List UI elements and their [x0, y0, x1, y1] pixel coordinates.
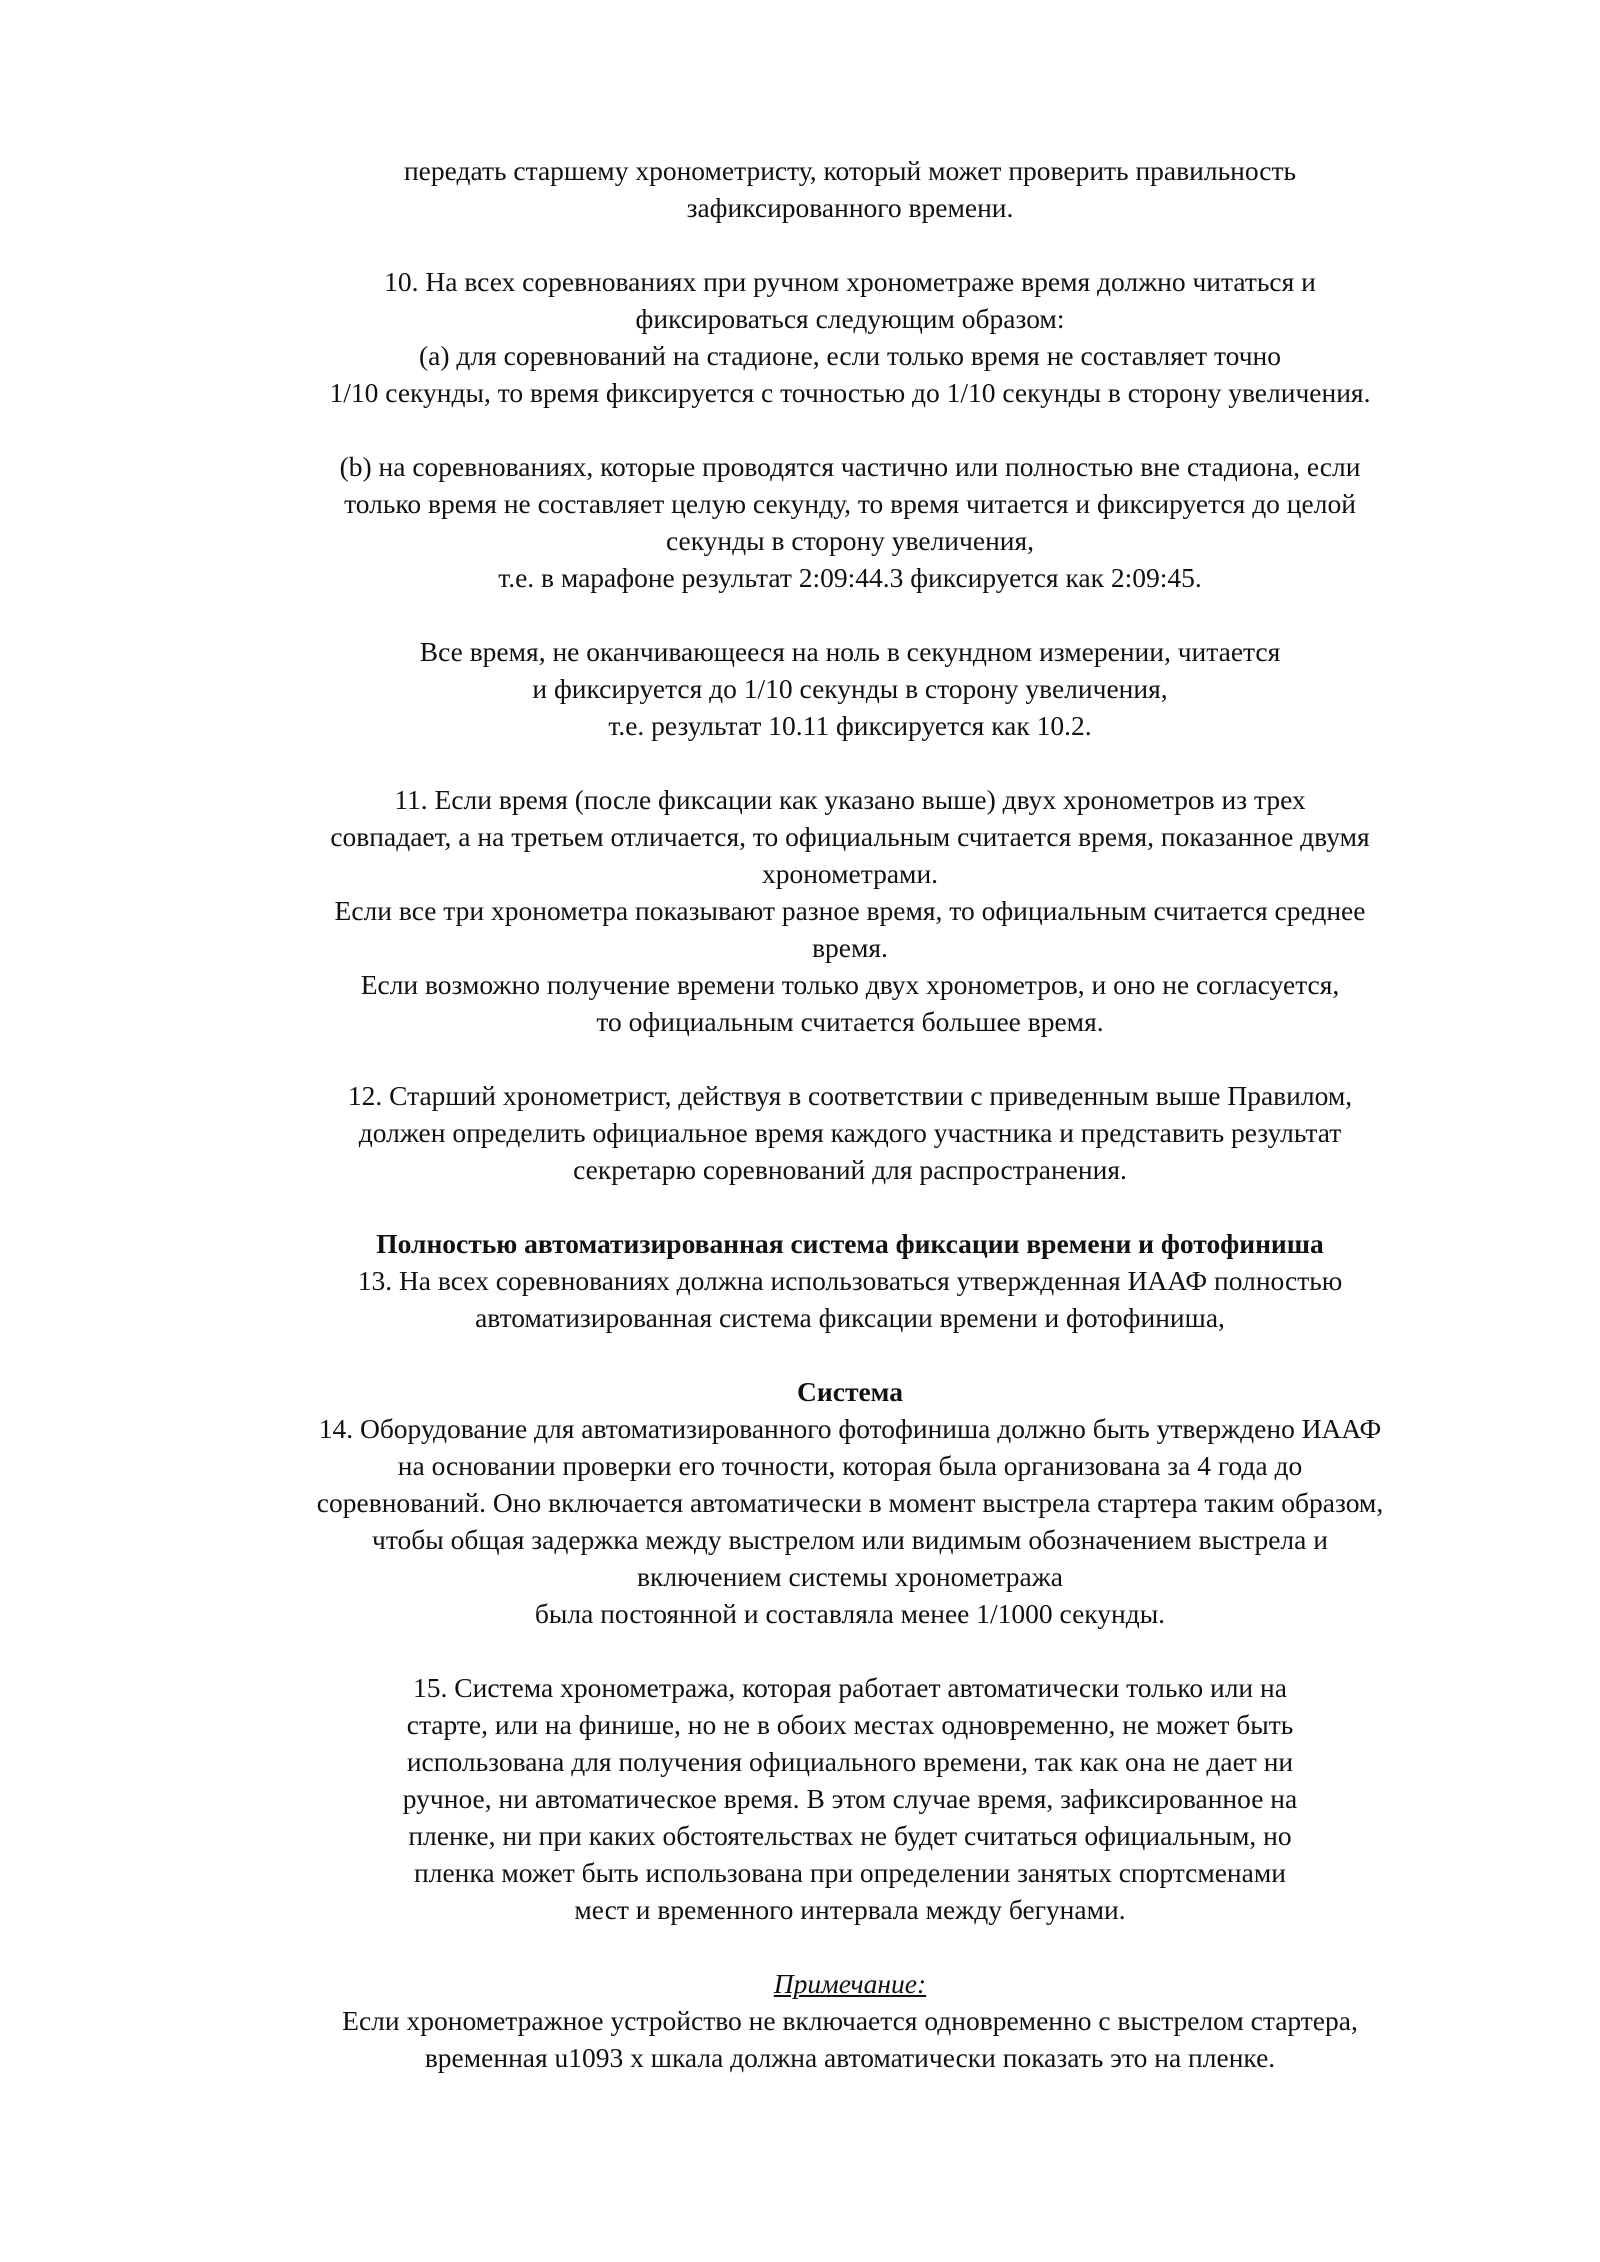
text-line: мест и временного интервала между бегунами.	[574, 1894, 1126, 1925]
text-line: 1/10 секунды, то время фиксируется с точностью до 1/10 секунды в сторону увеличения.	[329, 377, 1371, 408]
text-line: т.е. в марафоне результат 2:09:44.3 фиксируется как 2:09:45.	[498, 562, 1202, 593]
text-line: только время не составляет целую секунду, то время читается и фиксируется до целой	[344, 488, 1356, 519]
text-line: (b) на соревнованиях, которые проводятся частично или полностью вне стадиона, если	[339, 451, 1361, 482]
paragraph-12	[200, 1077, 1500, 1188]
section-fully-automatic	[200, 1225, 1500, 1336]
paragraph-all-time	[200, 633, 1500, 744]
paragraph-15	[200, 1669, 1500, 1928]
note-heading: Примечание:	[773, 1968, 927, 1999]
text-line: 12. Старший хронометрист, действуя в соответствии с приведенным выше Правилом,	[347, 1080, 1353, 1111]
paragraph-intro	[200, 152, 1500, 226]
text-line: временная u1093 x шкала должна автоматически показать это на пленке.	[424, 2042, 1276, 2073]
text-line: должен определить официальное время каждого участника и представить результат	[358, 1117, 1342, 1148]
text-line: ручное, ни автоматическое время. В этом случае время, зафиксированное на	[402, 1783, 1298, 1814]
text-line: то официальным считается большее время.	[596, 1006, 1104, 1037]
text-line: соревнований. Оно включается автоматически в момент выстрела стартера таким образом,	[316, 1487, 1384, 1518]
text-line: передать старшему хронометристу, который может проверить правильность	[403, 155, 1297, 186]
section-heading: Полностью автоматизированная система фиксации времени и фотофиниша	[376, 1228, 1324, 1259]
text-line: зафиксированного времени.	[686, 192, 1014, 223]
text-line: на основании проверки его точности, которая была организована за 4 года до	[397, 1450, 1303, 1481]
text-line: фиксироваться следующим образом:	[635, 303, 1065, 334]
text-line: чтобы общая задержка между выстрелом или видимым обозначением выстрела и	[372, 1524, 1328, 1555]
document-body	[200, 152, 1500, 2076]
text-line: была постоянной и составляла менее 1/1000 секунды.	[534, 1598, 1166, 1629]
text-line: старте, или на финише, но не в обоих местах одновременно, не может быть	[406, 1709, 1294, 1740]
text-line: (а) для соревнований на стадионе, если только время не составляет точно	[418, 340, 1281, 371]
section-system	[200, 1373, 1500, 1632]
text-line: использована для получения официального времени, так как она не дает ни	[406, 1746, 1294, 1777]
text-line: т.е. результат 10.11 фиксируется как 10.2.	[608, 710, 1092, 741]
text-line: секретарю соревнований для распространения.	[573, 1154, 1127, 1185]
text-line: время.	[812, 932, 888, 963]
text-line: 15. Система хронометража, которая работает автоматически только или на	[413, 1672, 1287, 1703]
text-line: совпадает, а на третьем отличается, то официальным считается время, показанное двумя	[330, 821, 1370, 852]
section-note	[200, 1965, 1500, 2076]
text-line: 13. На всех соревнованиях должна использоваться утвержденная ИААФ полностью	[357, 1265, 1343, 1296]
text-line: 10. На всех соревнованиях при ручном хронометраже время должно читаться и	[384, 266, 1316, 297]
text-line: пленка может быть использована при определении занятых спортсменами	[414, 1857, 1286, 1888]
text-line: 14. Оборудование для автоматизированного фотофиниша должно быть утверждено ИААФ	[318, 1413, 1382, 1444]
text-line: включением системы хронометража	[637, 1561, 1063, 1592]
text-line: Если все три хронометра показывают разное время, то официальным считается среднее	[334, 895, 1366, 926]
text-line: автоматизированная система фиксации времени и фотофиниша,	[475, 1302, 1225, 1333]
text-line: Все время, не оканчивающееся на ноль в секундном измерении, читается	[419, 636, 1281, 667]
text-line: Если хронометражное устройство не включается одновременно с выстрелом стартера,	[342, 2005, 1358, 2036]
text-line: хронометрами.	[761, 858, 939, 889]
section-heading: Система	[797, 1376, 903, 1407]
text-line: и фиксируется до 1/10 секунды в сторону увеличения,	[532, 673, 1168, 704]
text-line: 11. Если время (после фиксации как указано выше) двух хронометров из трех	[394, 784, 1306, 815]
paragraph-10	[200, 263, 1500, 411]
text-line: пленке, ни при каких обстоятельствах не будет считаться официальным, но	[408, 1820, 1292, 1851]
text-line: секунды в сторону увеличения,	[665, 525, 1035, 556]
paragraph-11	[200, 781, 1500, 1040]
paragraph-10b	[200, 448, 1500, 596]
text-line: Если возможно получение времени только двух хронометров, и оно не согласуется,	[360, 969, 1340, 1000]
